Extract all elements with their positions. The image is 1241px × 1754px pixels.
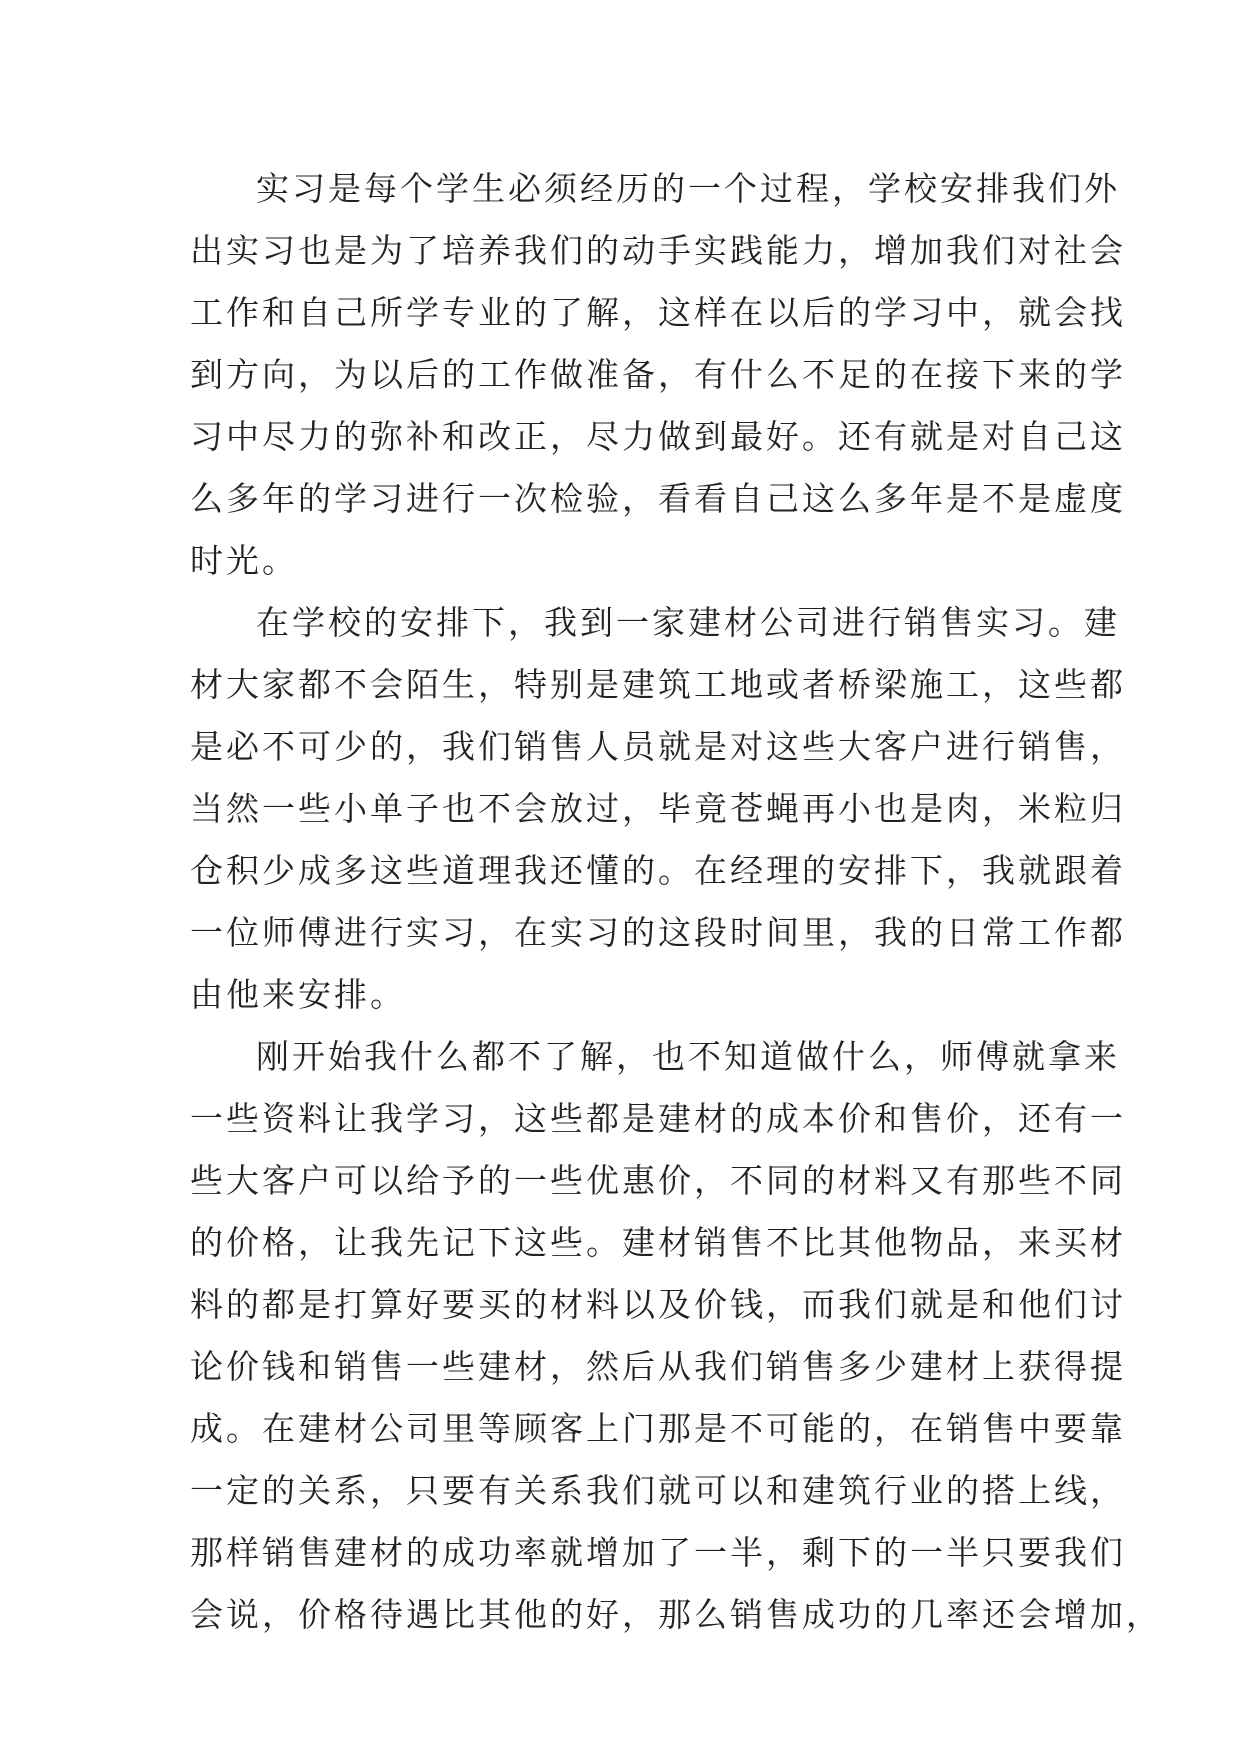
text-line: 习中尽力的弥补和改正，尽力做到最好。还有就是对自己这: [190, 417, 1126, 456]
document-body: [190, 158, 1162, 1646]
paragraph-3: [190, 1026, 1162, 1646]
text-line: 会说，价格待遇比其他的好，那么销售成功的几率还会增加，: [190, 1595, 1162, 1634]
text-line: 是必不可少的，我们销售人员就是对这些大客户进行销售，: [190, 727, 1126, 766]
paragraph-2: [190, 592, 1126, 1026]
text-line: 材大家都不会陌生，特别是建筑工地或者桥梁施工，这些都: [190, 665, 1126, 704]
text-line: 由他来安排。: [190, 975, 406, 1014]
text-line: 论价钱和销售一些建材，然后从我们销售多少建材上获得提: [190, 1347, 1126, 1386]
text-line: 刚开始我什么都不了解，也不知道做什么，师傅就拿来: [256, 1037, 1120, 1076]
text-line: 成。在建材公司里等顾客上门那是不可能的，在销售中要靠: [190, 1409, 1126, 1448]
paragraph-1: [190, 158, 1126, 592]
text-line: 些大客户可以给予的一些优惠价，不同的材料又有那些不同: [190, 1161, 1126, 1200]
text-line: 当然一些小单子也不会放过，毕竟苍蝇再小也是肉，米粒归: [190, 789, 1126, 828]
text-line: 一定的关系，只要有关系我们就可以和建筑行业的搭上线，: [190, 1471, 1126, 1510]
text-line: 工作和自己所学专业的了解，这样在以后的学习中，就会找: [190, 293, 1126, 332]
text-line: 在学校的安排下，我到一家建材公司进行销售实习。建: [256, 603, 1120, 642]
text-line: 实习是每个学生必须经历的一个过程，学校安排我们外: [256, 169, 1120, 208]
text-line: 料的都是打算好要买的材料以及价钱，而我们就是和他们讨: [190, 1285, 1126, 1324]
text-line: 出实习也是为了培养我们的动手实践能力，增加我们对社会: [190, 231, 1126, 270]
text-line: 那样销售建材的成功率就增加了一半，剩下的一半只要我们: [190, 1533, 1126, 1572]
text-line: 么多年的学习进行一次检验，看看自己这么多年是不是虚度: [190, 479, 1126, 518]
text-line: 时光。: [190, 541, 298, 580]
text-line: 的价格，让我先记下这些。建材销售不比其他物品，来买材: [190, 1223, 1126, 1262]
text-line: 到方向，为以后的工作做准备，有什么不足的在接下来的学: [190, 355, 1126, 394]
text-line: 仓积少成多这些道理我还懂的。在经理的安排下，我就跟着: [190, 851, 1126, 890]
text-line: 一些资料让我学习，这些都是建材的成本价和售价，还有一: [190, 1099, 1126, 1138]
text-line: 一位师傅进行实习，在实习的这段时间里，我的日常工作都: [190, 913, 1126, 952]
